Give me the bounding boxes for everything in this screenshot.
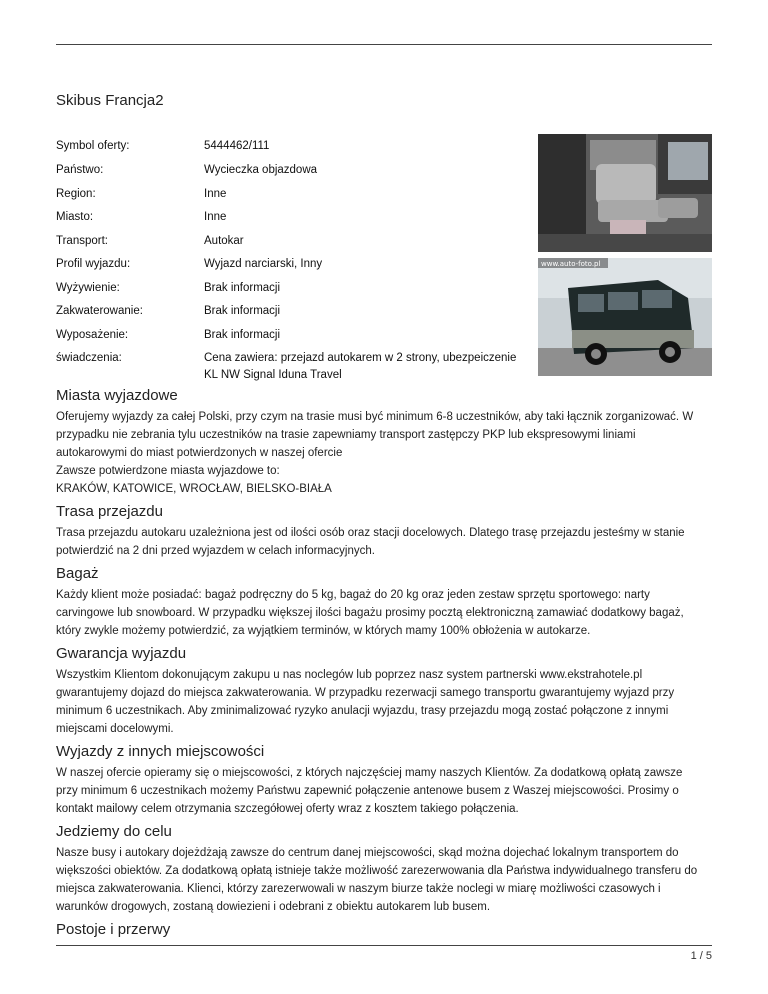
attr-label: Profil wyjazdu:	[56, 258, 131, 270]
attr-value: Brak informacji	[204, 329, 281, 341]
section-heading: Gwarancja wyjazdu	[56, 645, 187, 662]
attr-value: Cena zawiera: przejazd autokarem w 2 strony, ubezpeiczenie KL NW Signal Iduna Travel	[204, 352, 517, 381]
section-guarantee	[56, 644, 712, 738]
attr-label: Wyżywienie:	[56, 282, 120, 294]
attr-row-symbol	[56, 138, 536, 162]
bus-exterior-illustration	[538, 258, 712, 376]
attr-value: Inne	[204, 188, 227, 200]
attr-row-profile	[56, 256, 536, 280]
attr-value: Brak informacji	[204, 305, 281, 317]
section-stops	[56, 920, 712, 940]
section-luggage	[56, 564, 712, 640]
attr-label: Symbol oferty:	[56, 140, 130, 152]
attr-label: Zakwaterowanie:	[56, 305, 143, 317]
top-rule	[56, 44, 712, 45]
section-destination	[56, 822, 712, 916]
section-body: Każdy klient może posiadać: bagaż podręczny do 5 kg, bagaż do 20 kg oraz jeden zestaw sprzętu sportowego: narty carvingowe lub snowboard. W przypadku większej ilości bagażu prosimy pocztą elektroniczną zamawiać dodatkowy bagaż, który zwykle możemy potwierdzić, za wyjątkiem terminów, w których mamy 100% obłożenia w autokarze.	[56, 589, 684, 637]
section-body: W naszej ofercie opieramy się o miejscowości, z których najczęściej mamy naszych Klientów. Za dodatkową opłatą zawsze przy minimum 6 uczestnikach możemy Państwu zapewnić połączenie antenowe busem z Waszej miejscowości. Prosimy o kontakt mailowy celem otrzymania szczegółowej oferty wraz z kosztem takiego połączenia.	[56, 767, 683, 815]
attr-label: Region:	[56, 188, 96, 200]
attr-row-city	[56, 209, 536, 233]
attr-value: Inne	[204, 211, 227, 223]
watermark-text: www.auto-foto.pl	[541, 260, 601, 268]
attr-row-region	[56, 186, 536, 209]
section-heading: Jedziemy do celu	[56, 823, 172, 840]
attr-label: Miasto:	[56, 211, 94, 223]
attr-value: Autokar	[204, 235, 244, 247]
section-heading: Wyjazdy z innych miejscowości	[56, 743, 265, 760]
attr-row-transport	[56, 233, 536, 256]
attr-value: 5444462/111	[204, 140, 270, 152]
section-body: Nasze busy i autokary dojeżdżają zawsze do centrum danej miejscowości, skąd można dojechać lokalnym transportem do większości obiektów. Za dodatkową opłatą istnieje także możliwość zarezerwowania dla Państwa indywidualnego transferu do miejsca zakwaterowania. Klienci, którzy zarezerwowali w naszym biurze także noclegi w miarę możliwości czasowych i warunków drogowych, zostaną dowiezieni i odebrani z obiektu autokarem lub busem.	[56, 847, 698, 913]
attr-row-accommodation	[56, 303, 536, 327]
page-number: 1 / 5	[690, 950, 712, 962]
attr-label: Wyposażenie:	[56, 329, 129, 341]
bus-interior-illustration	[538, 134, 712, 252]
attr-label: Państwo:	[56, 164, 104, 176]
section-body: Trasa przejazdu autokaru uzależniona jest od ilości osób oraz stacji docelowych. Dlatego trasę przejazdu jesteśmy w stanie potwierdzić na 2 dni przed wyjazdem w celach informacyjnych.	[56, 527, 685, 557]
attr-value: Brak informacji	[204, 282, 281, 294]
bus-exterior-photo	[538, 258, 712, 376]
section-heading: Miasta wyjazdowe	[56, 387, 178, 404]
offer-attributes	[56, 138, 536, 386]
section-heading: Bagaż	[56, 565, 99, 582]
offer-sections	[56, 386, 712, 940]
offer-title: Skibus Francja2	[56, 92, 164, 109]
section-heading: Postoje i przerwy	[56, 921, 171, 938]
attr-value: Wyjazd narciarski, Inny	[204, 258, 323, 270]
section-heading: Trasa przejazdu	[56, 503, 163, 520]
section-other-towns	[56, 742, 712, 818]
bus-interior-photo	[538, 134, 712, 252]
section-route	[56, 502, 712, 560]
section-body: Wszystkim Klientom dokonującym zakupu u nas noclegów lub poprzez nasz system partnerski www.ekstrahotele.pl gwarantujemy dojazd do miejsca zakwaterowania. W przypadku rezerwacji samego transportu gwarantujemy wyjazd przy minimum 6 uczestnikach. Aby zminimalizować ryzyko anulacji wyjazdu, trasy przejazdu mogą zostać połączone z innymi miejscami docelowymi.	[56, 669, 675, 735]
attr-row-country	[56, 162, 536, 186]
attr-row-equipment	[56, 327, 536, 350]
attr-row-board	[56, 280, 536, 303]
attr-value: Wycieczka objazdowa	[204, 164, 318, 176]
section-departure-cities	[56, 386, 712, 498]
section-body: Oferujemy wyjazdy za całej Polski, przy czym na trasie musi być minimum 6-8 uczestników, aby taki łącznik zorganizować. W przypadku nie zebrania tylu uczestników na trasie zapewniamy transport zastępczy PKP lub ekspresowymi liniami autokarowymi do miast potwierdzonych w naszej ofercie Zawsze potwierdzone miasta wyjazdowe to: KRAKÓW, KATOWICE, WROCŁAW, BIELSKO-BIAŁA	[56, 411, 694, 495]
attr-label: świadczenia:	[56, 352, 122, 364]
attr-label: Transport:	[56, 235, 108, 247]
attr-row-services	[56, 350, 536, 386]
bottom-rule	[56, 945, 712, 946]
